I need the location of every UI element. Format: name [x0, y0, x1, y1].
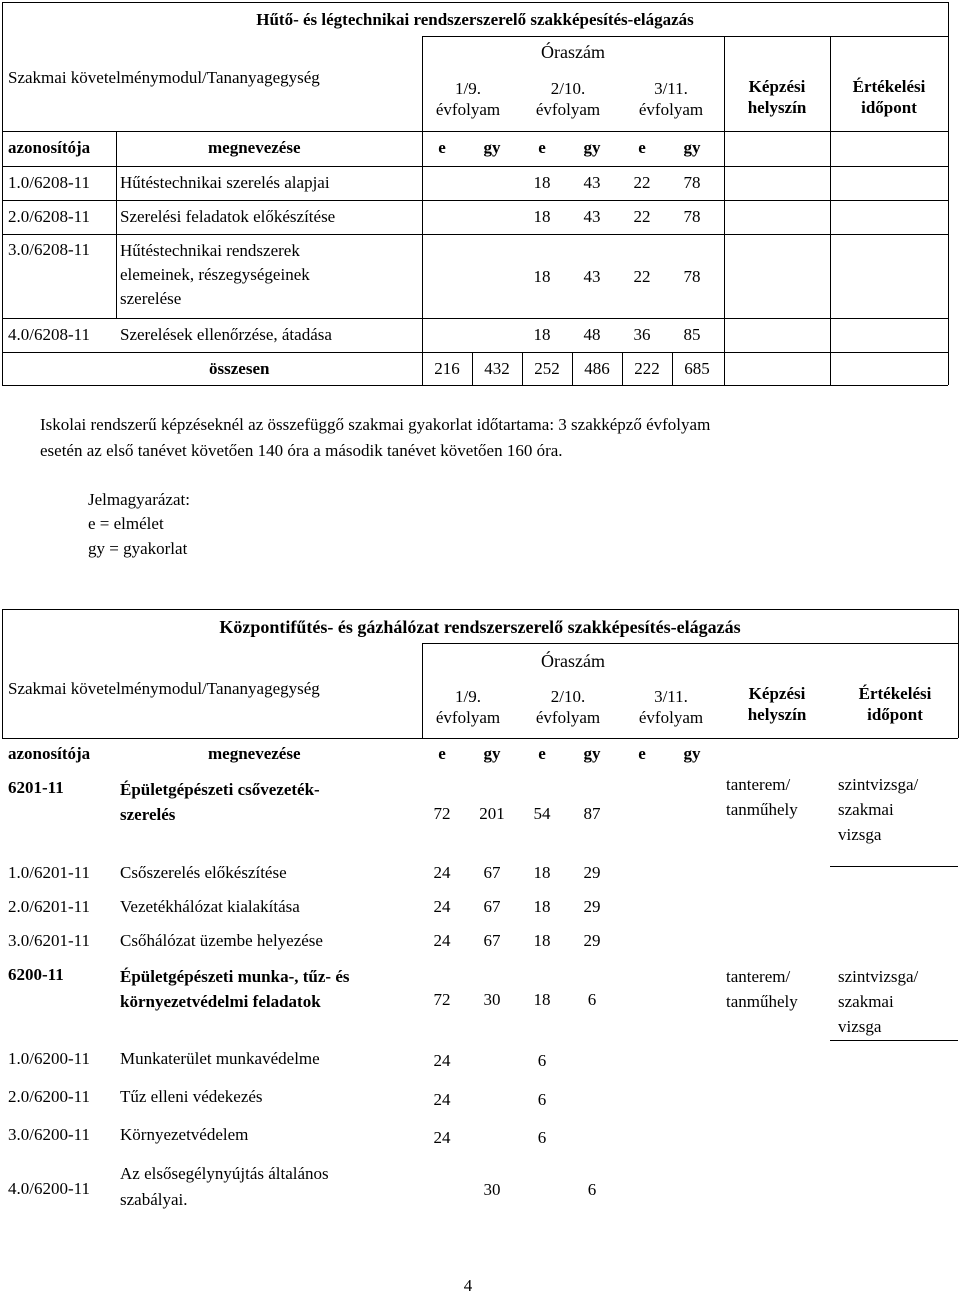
total-value: 486	[584, 359, 610, 378]
row-value: 22	[633, 173, 651, 192]
table1-sub-e3: e	[638, 138, 646, 157]
table1-sub-gy2: gy	[583, 138, 601, 157]
table1-sub-e1: e	[438, 138, 446, 157]
row-name: Csőhálózat üzembe helyezése	[120, 931, 323, 950]
row-value: 29	[583, 863, 601, 882]
row-value: 48	[583, 325, 601, 344]
row-id: 3.0/6208-11	[8, 240, 91, 259]
row-name: Hűtéstechnikai szerelés alapjai	[120, 173, 330, 192]
note-line-2: esetén az első tanévet követően 140 óra a második tanévet követően 160 óra.	[40, 441, 563, 460]
legend-title: Jelmagyarázat:	[88, 490, 190, 509]
table2-sub-gy2: gy	[583, 744, 601, 763]
row-name: Szerelések ellenőrzése, átadása	[120, 325, 332, 344]
table1-year1: 1/9. évfolyam	[435, 79, 501, 119]
row-value: 43	[583, 267, 601, 286]
total-value: 432	[484, 359, 510, 378]
module-id: 6200-11	[8, 965, 64, 984]
module-value: 72	[433, 804, 451, 823]
row-value: 6	[587, 1180, 597, 1199]
row-value: 67	[483, 897, 501, 916]
row-value: 22	[633, 267, 651, 286]
table1-sub-e2: e	[538, 138, 546, 157]
row-id: 2.0/6200-11	[8, 1087, 91, 1106]
module-eval: szintvizsga/ szakmai vizsga	[838, 967, 919, 1036]
row-value: 29	[583, 897, 601, 916]
module-name: Épületgépészeti csővezeték- szerelés	[120, 780, 320, 824]
row-value: 67	[483, 863, 501, 882]
row-value: 18	[533, 897, 551, 916]
table2-year1: 1/9. évfolyam	[435, 687, 501, 727]
row-name: Tűz elleni védekezés	[120, 1087, 263, 1106]
module-value: 201	[479, 804, 505, 823]
table1-module-header: Szakmai követelménymodul/Tananyagegység	[8, 68, 320, 87]
table1-year2: 2/10. évfolyam	[535, 79, 601, 119]
module-value: 30	[483, 990, 501, 1009]
row-value: 24	[433, 1090, 451, 1109]
row-id: 3.0/6200-11	[8, 1125, 91, 1144]
row-value: 18	[533, 173, 551, 192]
table2-year3: 3/11. évfolyam	[638, 687, 704, 727]
row-value: 18	[533, 325, 551, 344]
row-value: 78	[683, 207, 701, 226]
row-value: 85	[683, 325, 701, 344]
total-value: 216	[434, 359, 460, 378]
total-value: 252	[534, 359, 560, 378]
row-value: 18	[533, 207, 551, 226]
row-name: Vezetékhálózat kialakítása	[120, 897, 300, 916]
row-value: 24	[433, 897, 451, 916]
table2-title: Központifűtés- és gázhálózat rendszerszerelő szakképesítés-elágazás	[219, 617, 741, 637]
row-value: 24	[433, 1128, 451, 1147]
row-id: 3.0/6201-11	[8, 931, 91, 950]
note-line-1: Iskolai rendszerű képzéseknél az összefüggő szakmai gyakorlat időtartama: 3 szakképző évfolyam	[40, 415, 711, 434]
total-value: 222	[634, 359, 660, 378]
row-value: 43	[583, 207, 601, 226]
table1-sub-gy1: gy	[483, 138, 501, 157]
table2-sub-gy1: gy	[483, 744, 501, 763]
table1-eval-header: Értékelési időpont	[852, 77, 926, 117]
table1-sub-name: megnevezése	[208, 138, 301, 157]
table2-sub-e2: e	[538, 744, 546, 763]
table1-hours-header: Óraszám	[541, 42, 605, 62]
row-value: 6	[537, 1051, 547, 1070]
row-value: 24	[433, 863, 451, 882]
table1-title: Hűtő- és légtechnikai rendszerszerelő szakképesítés-elágazás	[256, 10, 694, 29]
row-value: 67	[483, 931, 501, 950]
table2-eval-header: Értékelési időpont	[858, 684, 932, 724]
module-value: 18	[533, 990, 551, 1009]
row-value: 24	[433, 931, 451, 950]
table2-sub-name: megnevezése	[208, 744, 301, 763]
table2-module-header: Szakmai követelménymodul/Tananyagegység	[8, 679, 320, 698]
module-value: 72	[433, 990, 451, 1009]
table1-year3: 3/11. évfolyam	[638, 79, 704, 119]
module-value: 54	[533, 804, 551, 823]
row-id: 2.0/6201-11	[8, 897, 91, 916]
row-value: 18	[533, 931, 551, 950]
row-value: 29	[583, 931, 601, 950]
module-place: tanterem/ tanműhely	[726, 775, 798, 819]
row-name: Környezetvédelem	[120, 1125, 249, 1144]
module-eval: szintvizsga/ szakmai vizsga	[838, 775, 919, 844]
page-number: 4	[463, 1276, 473, 1295]
row-id: 2.0/6208-11	[8, 207, 91, 226]
row-value: 78	[683, 267, 701, 286]
table1-sub-gy3: gy	[683, 138, 701, 157]
table2-sub-e1: e	[438, 744, 446, 763]
row-name: Csőszerelés előkészítése	[120, 863, 287, 882]
row-id: 1.0/6200-11	[8, 1049, 91, 1068]
legend-gy: gy = gyakorlat	[88, 539, 188, 558]
total-label: összesen	[209, 359, 270, 378]
row-value: 22	[633, 207, 651, 226]
row-name: Szerelési feladatok előkészítése	[120, 207, 336, 226]
row-id: 4.0/6200-11	[8, 1179, 91, 1198]
table2-year2: 2/10. évfolyam	[535, 687, 601, 727]
row-name: Az elsősegélynyújtás általános szabályai.	[120, 1164, 329, 1209]
module-place: tanterem/ tanműhely	[726, 967, 798, 1011]
table2-sub-gy3: gy	[683, 744, 701, 763]
module-value: 87	[583, 804, 601, 823]
module-value: 6	[587, 990, 597, 1009]
table2-hours-header: Óraszám	[541, 651, 605, 671]
row-value: 6	[537, 1128, 547, 1147]
row-value: 78	[683, 173, 701, 192]
total-value: 685	[684, 359, 710, 378]
legend-e: e = elmélet	[88, 514, 164, 533]
row-id: 1.0/6201-11	[8, 863, 91, 882]
row-value: 43	[583, 173, 601, 192]
row-value: 30	[483, 1180, 501, 1199]
module-name: Épületgépészeti munka-, tűz- és környezetvédelmi feladatok	[120, 967, 350, 1011]
row-id: 1.0/6208-11	[8, 173, 91, 192]
table2-sub-e3: e	[638, 744, 646, 763]
table1-place-header: Képzési helyszín	[747, 77, 807, 117]
row-id: 4.0/6208-11	[8, 325, 91, 344]
row-value: 36	[633, 325, 651, 344]
table2-place-header: Képzési helyszín	[747, 684, 807, 724]
row-value: 18	[533, 267, 551, 286]
row-name: Hűtéstechnikai rendszerek elemeinek, részegységeinek szerelése	[120, 241, 310, 308]
module-id: 6201-11	[8, 778, 64, 797]
row-value: 18	[533, 863, 551, 882]
table2-sub-id: azonosítója	[8, 744, 91, 763]
row-name: Munkaterület munkavédelme	[120, 1049, 320, 1068]
row-value: 24	[433, 1051, 451, 1070]
table1-sub-id: azonosítója	[8, 138, 91, 157]
row-value: 6	[537, 1090, 547, 1109]
